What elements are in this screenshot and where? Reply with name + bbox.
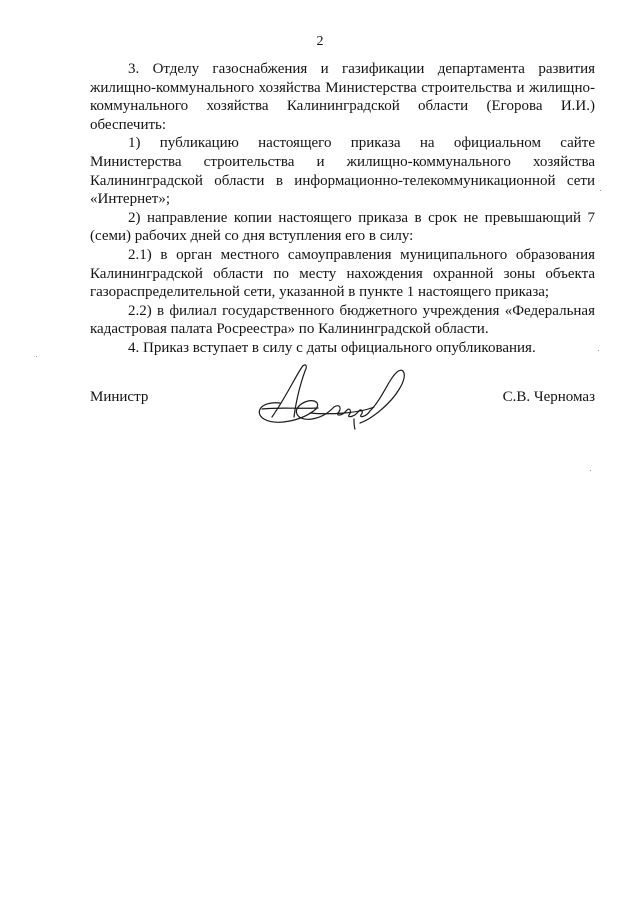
document-body [90,60,595,358]
paragraph-3: 3. Отделу газоснабжения и газификации департамента развития жилищно-коммунального хозяйства Министерства строительства и жилищно-коммунального хозяйства Калининградской области (Егорова И.И.) обеспечить: [90,61,595,133]
signer-name: С.В. Черномаз [502,389,595,405]
scan-speck [36,356,37,357]
paragraph-3-2-1: 2.1) в орган местного самоуправления муниципального образования Калининградской области по месту нахождения охранной зоны объекта газораспределительной сети, указанной в пункте 1 настоящего приказа; [90,246,595,301]
scan-speck [590,470,591,471]
signer-title: Министр [90,389,149,405]
page-number: 2 [316,34,324,49]
handwritten-signature [250,357,420,437]
scan-speck [600,190,601,191]
paragraph-4: 4. Приказ вступает в силу с даты официального опубликования. [128,339,536,356]
scan-speck [598,350,599,351]
paragraph-3-2: 2) направление копии настоящего приказа в срок не превышающий 7 (семи) рабочих дней со дня вступления его в силу: [90,209,595,245]
paragraph-3-2-2: 2.2) в филиал государственного бюджетного учреждения «Федеральная кадастровая палата Росреестра» по Калининградской области. [90,302,595,338]
paragraph-3-1: 1) публикацию настоящего приказа на официальном сайте Министерства строительства и жилищно-коммунального хозяйства Калининградской области в информационно-телекоммуникационной сети «Интернет»; [90,135,595,208]
